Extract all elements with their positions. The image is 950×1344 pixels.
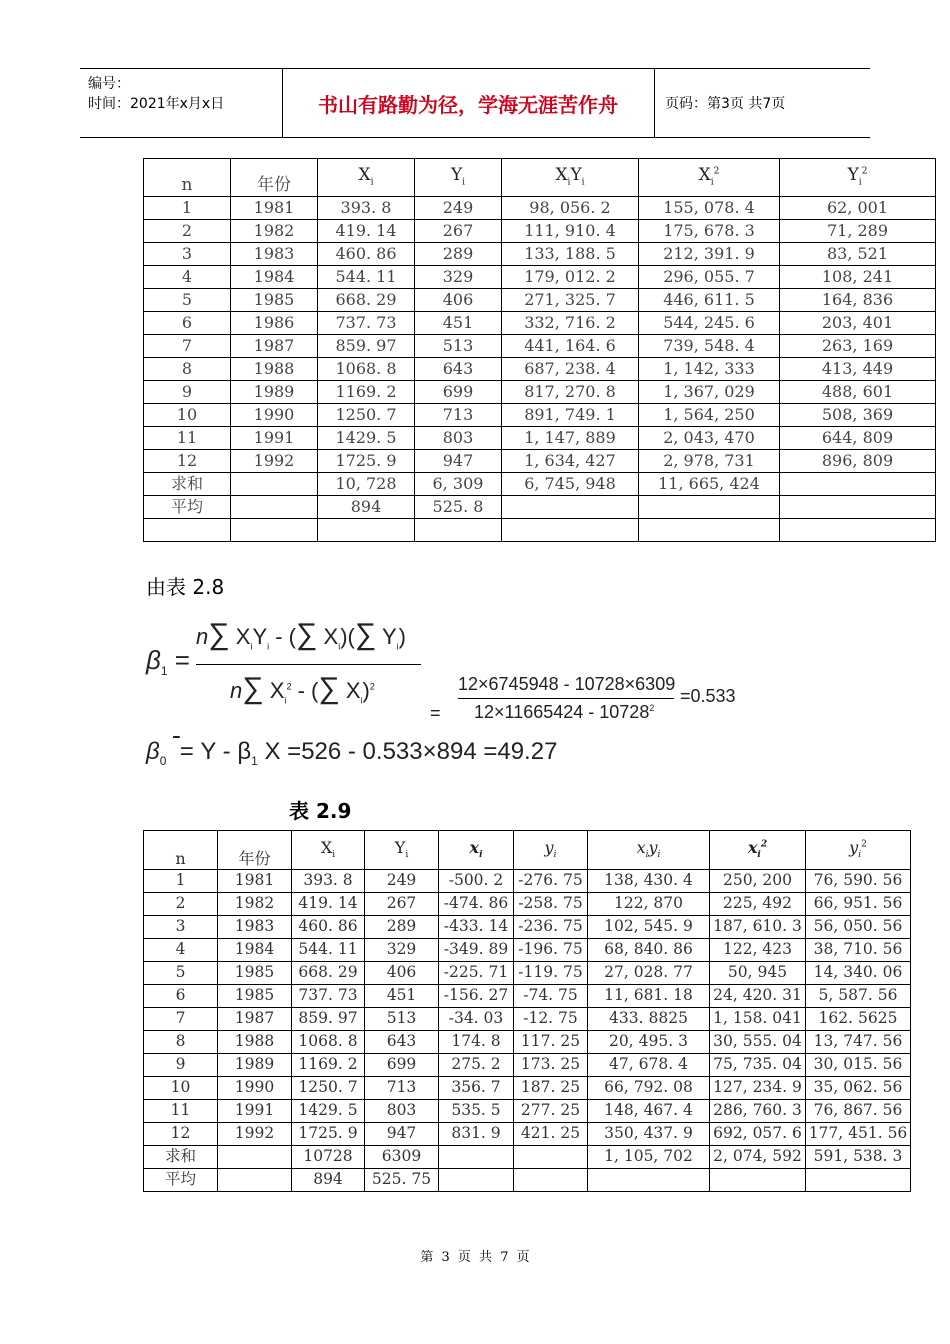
table-cell: 859. 97 [292,1008,365,1031]
col-xi-dev-squared: $x_i^2$ [710,831,806,870]
table-cell: 643 [365,1031,439,1054]
beta1-formula-denominator: n∑ $X_i^2$ - (∑ $X_i)^2$ [230,672,375,706]
table-cell: 175, 678. 3 [639,220,780,243]
table-cell: 177, 451. 56 [806,1123,911,1146]
table-row [144,289,936,312]
table-cell: 1725. 9 [292,1123,365,1146]
table-cell: 513 [365,1008,439,1031]
numeric-denominator: 12×11665424 - 10728$^2$ [474,702,655,722]
table-row [144,450,936,473]
table-cell: 14, 340. 06 [806,962,911,985]
table-cell: 5 [144,962,218,985]
table-cell: 5, 587. 56 [806,985,911,1008]
table-cell: 2, 074, 592 [710,1146,806,1169]
table-cell: 277. 25 [514,1100,588,1123]
table-cell: 10728 [292,1146,365,1169]
table-cell: -196. 75 [514,939,588,962]
table-row [144,473,936,496]
table-cell: 1169. 2 [292,1054,365,1077]
table-cell: 1981 [231,197,318,220]
table-cell: -12. 75 [514,1008,588,1031]
table-cell: 1985 [231,289,318,312]
table-cell: 1068. 8 [292,1031,365,1054]
table-row [144,358,936,381]
table-cell: 1, 147, 889 [502,427,639,450]
table-reference-caption: 由表 2.8 [146,575,225,599]
table-cell: 6 [144,985,218,1008]
table-cell: 1, 142, 333 [639,358,780,381]
table-cell: 平均 [144,1169,218,1192]
table-cell: 11 [144,427,231,450]
table-cell: 525. 8 [415,496,502,519]
page-header [80,68,870,138]
table-cell: 668. 29 [318,289,415,312]
table-cell: 713 [365,1077,439,1100]
table-cell: 831. 9 [439,1123,514,1146]
table-cell: 求和 [144,1146,218,1169]
numeric-fraction-bar [458,698,674,699]
col-xi: $X_i$ [292,831,365,870]
table-cell: 441, 164. 6 [502,335,639,358]
table-cell [231,473,318,496]
table-cell: 460. 86 [318,243,415,266]
table-cell [710,1169,806,1192]
table-row [144,939,911,962]
table-cell: -34. 03 [439,1008,514,1031]
table-cell: 1169. 2 [318,381,415,404]
table-cell: 1984 [218,939,292,962]
table-row [144,893,911,916]
table-cell: 50, 945 [710,962,806,985]
table-cell [439,1146,514,1169]
table-cell: -433. 14 [439,916,514,939]
col-n: n [144,831,218,870]
table-row [144,1008,911,1031]
table-cell: 10 [144,1077,218,1100]
table-cell: 173. 25 [514,1054,588,1077]
table-cell: 111, 910. 4 [502,220,639,243]
table-cell: 164, 836 [780,289,936,312]
table-cell: 446, 611. 5 [639,289,780,312]
table-cell: 296, 055. 7 [639,266,780,289]
table-cell: 212, 391. 9 [639,243,780,266]
table-cell: 803 [415,427,502,450]
table-row [144,1100,911,1123]
col-yi: $Y_i$ [415,159,502,197]
table-cell [231,519,318,542]
table-cell: 250, 200 [710,870,806,893]
table-row [144,870,911,893]
table-cell: 1992 [218,1123,292,1146]
table-header-row [144,159,936,197]
table-cell: 267 [365,893,439,916]
table-cell: 3 [144,916,218,939]
table-cell: 1991 [231,427,318,450]
table-cell: 1981 [218,870,292,893]
table-cell [514,1146,588,1169]
table-cell: 737. 73 [292,985,365,1008]
col-xiyi-deviation: $x_iy_i$ [588,831,710,870]
table-cell: 406 [365,962,439,985]
table-cell: 27, 028. 77 [588,962,710,985]
table-cell: 2, 043, 470 [639,427,780,450]
table-cell: 286, 760. 3 [710,1100,806,1123]
table-cell: 1985 [218,985,292,1008]
table-cell: -225. 71 [439,962,514,985]
table-cell: 643 [415,358,502,381]
table-cell [218,1169,292,1192]
beta1-formula-numerator: n∑ $X_iY_i$ - (∑ $X_i)(\sum$ $Y_i$) [196,618,406,652]
table-cell: 249 [415,197,502,220]
table-cell [502,496,639,519]
table-cell: 894 [318,496,415,519]
table-cell: 8 [144,1031,218,1054]
table-cell: 2 [144,893,218,916]
table-cell [231,496,318,519]
table-row [144,962,911,985]
table-cell: 3 [144,243,231,266]
table-row [144,985,911,1008]
table-cell: 35, 062. 56 [806,1077,911,1100]
table-cell: 1983 [218,916,292,939]
regression-table-2-8 [143,158,936,542]
table-cell: 275. 2 [439,1054,514,1077]
table-cell [780,519,936,542]
table-cell: 187, 610. 3 [710,916,806,939]
table-cell: 1, 367, 029 [639,381,780,404]
table-header-row [144,831,911,870]
table-cell: 535. 5 [439,1100,514,1123]
table-row [144,427,936,450]
table-cell: -236. 75 [514,916,588,939]
table-cell: 12 [144,450,231,473]
table-cell: 38, 710. 56 [806,939,911,962]
table-cell: -474. 86 [439,893,514,916]
table-cell: 891, 749. 1 [502,404,639,427]
table-cell: 11, 681. 18 [588,985,710,1008]
table-cell: 1991 [218,1100,292,1123]
equals-sign: = [430,703,441,723]
table-cell: 413, 449 [780,358,936,381]
col-xi: $X_i$ [318,159,415,197]
table-cell: 1982 [218,893,292,916]
table-row [144,496,936,519]
col-xiyi: $X_iY_i$ [502,159,639,197]
col-yi: $Y_i$ [365,831,439,870]
beta1-symbol: $\beta_1$ = [146,645,190,679]
table-cell: 203, 401 [780,312,936,335]
table-cell: 332, 716. 2 [502,312,639,335]
table-cell: 1985 [218,962,292,985]
table-cell: 66, 951. 56 [806,893,911,916]
table-cell: 393. 8 [318,197,415,220]
page-footer: 第 3 页 共 7 页 [420,1250,530,1265]
numeric-numerator: 12×6745948 - 10728×6309 [458,674,676,694]
table-cell [318,519,415,542]
table-cell: 329 [415,266,502,289]
table-cell: 421. 25 [514,1123,588,1146]
table-cell: 1429. 5 [292,1100,365,1123]
table-cell: 488, 601 [780,381,936,404]
table-cell: 225, 492 [710,893,806,916]
table-cell: 6, 745, 948 [502,473,639,496]
table-cell: 1250. 7 [318,404,415,427]
table-cell: 267 [415,220,502,243]
table-cell: 460. 86 [292,916,365,939]
table-cell: -119. 75 [514,962,588,985]
table-cell: 544. 11 [292,939,365,962]
table-row [144,1031,911,1054]
table-cell: 329 [365,939,439,962]
table-cell [780,473,936,496]
table-cell: 30, 555. 04 [710,1031,806,1054]
table-cell [218,1146,292,1169]
col-xi-deviation: $x_i$ [439,831,514,870]
table-cell: 1250. 7 [292,1077,365,1100]
table-row [144,312,936,335]
document-number-label: 编号： [88,76,130,92]
table-cell: 271, 325. 7 [502,289,639,312]
table-cell: 1990 [218,1077,292,1100]
table-cell [415,519,502,542]
table-row [144,404,936,427]
table-cell: 289 [415,243,502,266]
beta0-formula: $\beta_0 = Y - \beta_1$ X =526 - 0.533×894 =49.27 [146,738,558,768]
table-cell [780,496,936,519]
table-cell: 433. 8825 [588,1008,710,1031]
table-cell: 644, 809 [780,427,936,450]
table-cell: 1, 564, 250 [639,404,780,427]
table-cell: 7 [144,1008,218,1031]
table-cell: 127, 234. 9 [710,1077,806,1100]
col-xi-squared: $X_i^2$ [639,159,780,197]
table-cell: 66, 792. 08 [588,1077,710,1100]
table-cell: 12 [144,1123,218,1146]
table-cell: 1984 [231,266,318,289]
table-cell: 83, 521 [780,243,936,266]
table-cell: 76, 867. 56 [806,1100,911,1123]
table-cell: 419. 14 [318,220,415,243]
table-cell: 1988 [218,1031,292,1054]
table-cell: 1, 105, 702 [588,1146,710,1169]
table-cell: 平均 [144,496,231,519]
table-cell: 24, 420. 31 [710,985,806,1008]
table-cell: 699 [415,381,502,404]
table-cell: 1 [144,870,218,893]
table-row [144,1169,911,1192]
table-cell: 10 [144,404,231,427]
table-cell: 1987 [218,1008,292,1031]
table-row [144,1123,911,1146]
table-cell: -156. 27 [439,985,514,1008]
table-row [144,266,936,289]
table-cell: 1989 [231,381,318,404]
table-cell: -500. 2 [439,870,514,893]
table-cell: 1992 [231,450,318,473]
col-year: 年份 [231,159,318,197]
table-cell: 263, 169 [780,335,936,358]
col-yi-dev-squared: $y_i^2$ [806,831,911,870]
table-cell [144,519,231,542]
table-cell: 894 [292,1169,365,1192]
table-cell: 求和 [144,473,231,496]
table-2-9-caption: 表 2.9 [289,799,352,823]
table-cell: 393. 8 [292,870,365,893]
table-cell: 699 [365,1054,439,1077]
beta1-result: =0.533 [680,686,736,706]
table-cell: 11 [144,1100,218,1123]
table-cell: 47, 678. 4 [588,1054,710,1077]
table-cell: 138, 430. 4 [588,870,710,893]
table-cell: 249 [365,870,439,893]
header-meta [80,69,283,137]
table-cell: 179, 012. 2 [502,266,639,289]
table-cell: 1986 [231,312,318,335]
table-cell: 98, 056. 2 [502,197,639,220]
table-cell: 1990 [231,404,318,427]
table-cell [439,1169,514,1192]
table-row [144,243,936,266]
header-page-number: 页码：第3页 共7页 [665,96,786,112]
table-cell: 75, 735. 04 [710,1054,806,1077]
table-cell: 1987 [231,335,318,358]
table-cell: 4 [144,266,231,289]
table-cell: 9 [144,381,231,404]
table-cell: 451 [415,312,502,335]
table-cell: 4 [144,939,218,962]
table-cell: 544. 11 [318,266,415,289]
table-cell: 591, 538. 3 [806,1146,911,1169]
table-cell: 1989 [218,1054,292,1077]
header-motto: 书山有路勤为径，学海无涯苦作舟 [282,69,655,137]
table-cell: 108, 241 [780,266,936,289]
table-cell: 1725. 9 [318,450,415,473]
deviation-table-2-9 [143,830,911,1192]
table-cell: 7 [144,335,231,358]
table-cell: 525. 75 [365,1169,439,1192]
table-cell: 76, 590. 56 [806,870,911,893]
table-cell: 737. 73 [318,312,415,335]
table-cell: 668. 29 [292,962,365,985]
table-cell: 687, 238. 4 [502,358,639,381]
table-cell: 947 [415,450,502,473]
table-cell: 122, 870 [588,893,710,916]
fraction-bar [196,664,421,665]
table-cell: 1982 [231,220,318,243]
table-row [144,220,936,243]
table-cell: -258. 75 [514,893,588,916]
table-row [144,1077,911,1100]
table-cell: 56, 050. 56 [806,916,911,939]
table-cell: 513 [415,335,502,358]
table-cell: 122, 423 [710,939,806,962]
table-cell: 350, 437. 9 [588,1123,710,1146]
table-cell [588,1169,710,1192]
table-cell: 739, 548. 4 [639,335,780,358]
table-cell: 1, 634, 427 [502,450,639,473]
table-row [144,197,936,220]
table-cell: 6309 [365,1146,439,1169]
table-cell: 803 [365,1100,439,1123]
col-n: n [144,159,231,197]
table-cell: 947 [365,1123,439,1146]
table-cell: 62, 001 [780,197,936,220]
table-cell: 1, 158. 041 [710,1008,806,1031]
table-cell: 6 [144,312,231,335]
table-cell: 1983 [231,243,318,266]
table-cell: -349. 89 [439,939,514,962]
table-row [144,916,911,939]
table-cell [639,496,780,519]
table-cell: 1 [144,197,231,220]
table-cell: 508, 369 [780,404,936,427]
table-cell: 148, 467. 4 [588,1100,710,1123]
col-year: 年份 [218,831,292,870]
document-date: 时间：2021年x月x日 [88,96,225,112]
table-cell: 30, 015. 56 [806,1054,911,1077]
table-cell: 174. 8 [439,1031,514,1054]
table-cell: 13, 747. 56 [806,1031,911,1054]
table-cell: 71, 289 [780,220,936,243]
table-cell: 117. 25 [514,1031,588,1054]
table-cell: 419. 14 [292,893,365,916]
table-cell: 2 [144,220,231,243]
table-cell: 1068. 8 [318,358,415,381]
col-yi-squared: $Y_i^2$ [780,159,936,197]
table-cell: 2, 978, 731 [639,450,780,473]
table-cell [806,1169,911,1192]
table-cell: 133, 188. 5 [502,243,639,266]
table-cell: -74. 75 [514,985,588,1008]
table-cell: -276. 75 [514,870,588,893]
table-cell: 692, 057. 6 [710,1123,806,1146]
table-cell: 6, 309 [415,473,502,496]
table-cell: 9 [144,1054,218,1077]
table-cell: 102, 545. 9 [588,916,710,939]
table-cell: 544, 245. 6 [639,312,780,335]
table-cell: 68, 840. 86 [588,939,710,962]
table-row [144,1146,911,1169]
table-cell: 713 [415,404,502,427]
table-cell: 356. 7 [439,1077,514,1100]
table-cell [502,519,639,542]
col-yi-deviation: $y_i$ [514,831,588,870]
table-cell: 162. 5625 [806,1008,911,1031]
table-cell: 451 [365,985,439,1008]
table-cell: 406 [415,289,502,312]
table-row [144,335,936,358]
table-cell: 1429. 5 [318,427,415,450]
table-cell: 187. 25 [514,1077,588,1100]
table-cell: 11, 665, 424 [639,473,780,496]
table-cell: 20, 495. 3 [588,1031,710,1054]
table-cell: 1988 [231,358,318,381]
table-cell: 10, 728 [318,473,415,496]
table-cell: 289 [365,916,439,939]
table-row [144,381,936,404]
table-cell [514,1169,588,1192]
table-cell [639,519,780,542]
table-cell: 896, 809 [780,450,936,473]
table-cell: 8 [144,358,231,381]
table-cell: 817, 270. 8 [502,381,639,404]
table-cell: 5 [144,289,231,312]
table-cell: 859. 97 [318,335,415,358]
table-row [144,519,936,542]
table-row [144,1054,911,1077]
table-cell: 155, 078. 4 [639,197,780,220]
